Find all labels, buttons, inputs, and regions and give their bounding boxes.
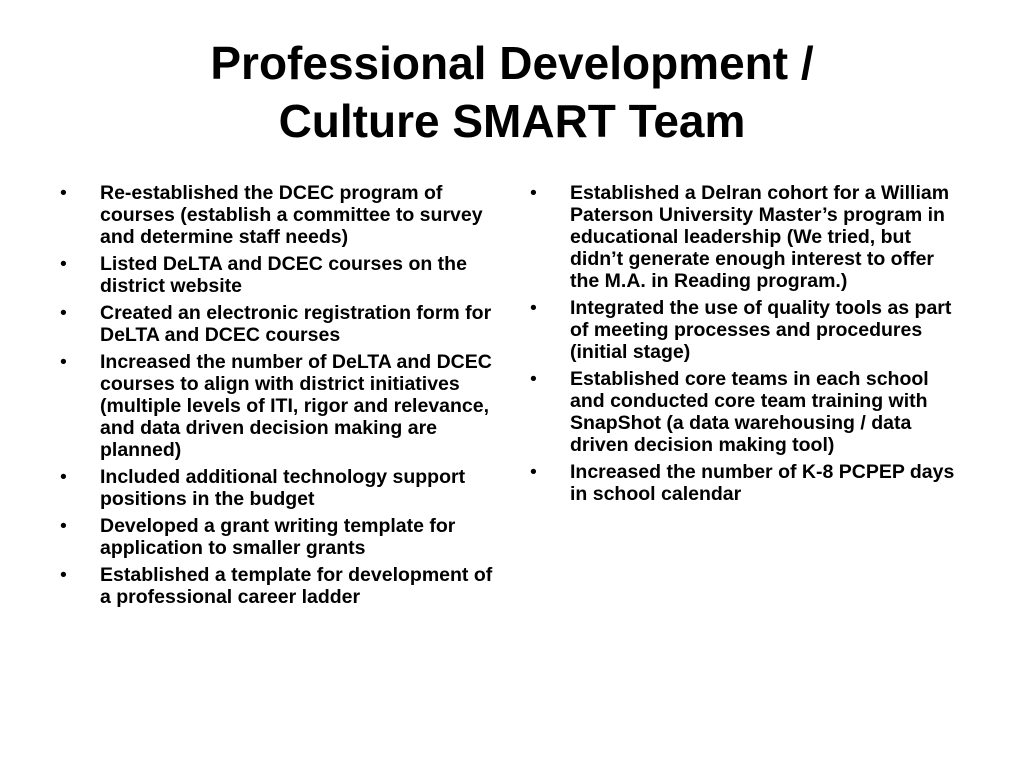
bullet-text: Increased the number of K-8 PCPEP days in school calendar bbox=[570, 461, 955, 505]
right-bullet-list bbox=[530, 182, 966, 510]
slide-title bbox=[60, 34, 964, 150]
bullet-text: Re-established the DCEC program of courses (establish a committee to survey and determine staff needs) bbox=[100, 182, 483, 248]
list-item bbox=[60, 466, 496, 510]
bullet-icon: • bbox=[530, 182, 537, 204]
list-item bbox=[60, 302, 496, 346]
list-item bbox=[530, 297, 966, 363]
bullet-icon: • bbox=[60, 515, 67, 537]
bullet-icon: • bbox=[60, 302, 67, 324]
list-item bbox=[530, 182, 966, 292]
bullet-text: Developed a grant writing template for application to smaller grants bbox=[100, 515, 456, 559]
bullet-icon: • bbox=[60, 351, 67, 373]
left-bullet-list bbox=[60, 182, 496, 613]
title-line-1: Professional Development / bbox=[210, 37, 814, 89]
bullet-text: Established a Delran cohort for a William Paterson University Master’s program in educational leadership (We tried, but didn’t generate enough interest to offer the M.A. in Reading program.) bbox=[570, 182, 950, 292]
list-item bbox=[60, 182, 496, 248]
list-item bbox=[60, 253, 496, 297]
bullet-text: Included additional technology support positions in the budget bbox=[100, 466, 466, 510]
bullet-icon: • bbox=[530, 461, 537, 483]
bullet-icon: • bbox=[60, 564, 67, 586]
list-item bbox=[60, 564, 496, 608]
list-item bbox=[530, 461, 966, 505]
list-item bbox=[60, 351, 496, 461]
bullet-icon: • bbox=[530, 297, 537, 319]
bullet-text: Created an electronic registration form for DeLTA and DCEC courses bbox=[100, 302, 492, 346]
bullet-icon: • bbox=[60, 466, 67, 488]
bullet-icon: • bbox=[60, 253, 67, 275]
bullet-text: Integrated the use of quality tools as part of meeting processes and procedures (initial stage) bbox=[570, 297, 952, 363]
list-item bbox=[530, 368, 966, 456]
bullet-text: Established a template for development of a professional career ladder bbox=[100, 564, 493, 608]
list-item bbox=[60, 515, 496, 559]
bullet-icon: • bbox=[530, 368, 537, 390]
bullet-icon: • bbox=[60, 182, 67, 204]
bullet-text: Established core teams in each school and conducted core team training with SnapShot (a data warehousing / data driven decision making tool) bbox=[570, 368, 929, 456]
bullet-text: Listed DeLTA and DCEC courses on the district website bbox=[100, 253, 467, 297]
title-line-2: Culture SMART Team bbox=[278, 95, 746, 147]
bullet-text: Increased the number of DeLTA and DCEC courses to align with district initiatives (multiple levels of ITI, rigor and relevance, and data driven decision making are planned) bbox=[100, 351, 492, 461]
